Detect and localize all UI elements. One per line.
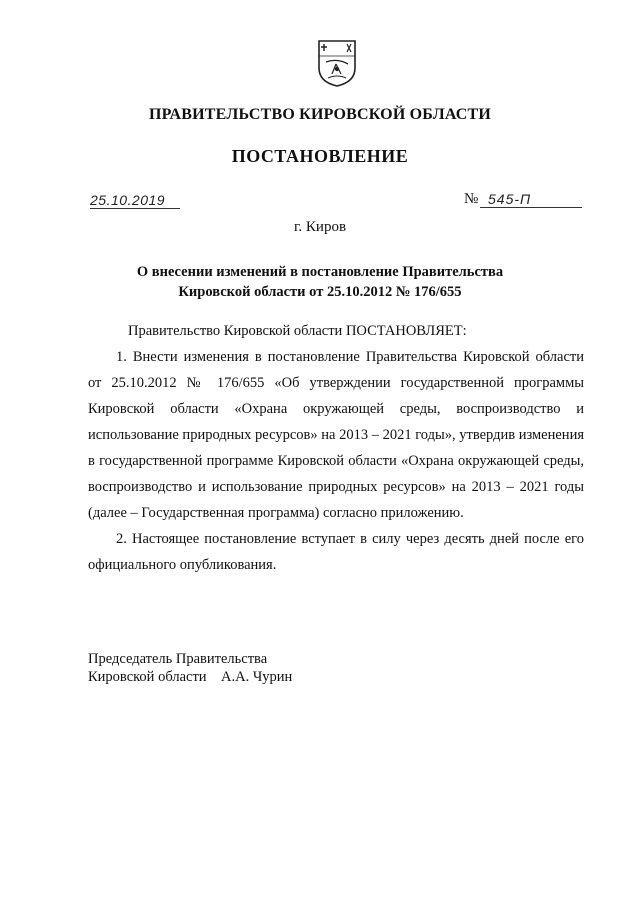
document-body — [88, 318, 584, 578]
city: г. Киров — [293, 219, 347, 235]
number-field — [464, 188, 582, 208]
signature-block — [88, 650, 292, 686]
document-date: 25.10.2019 — [90, 192, 166, 208]
signer-name: А.А. Чурин — [221, 669, 293, 685]
signer-line-2 — [88, 668, 292, 686]
date-field — [90, 188, 180, 209]
item-2-paragraph: 2. Настоящее постановление вступает в силу через десять дней после его официального опубликования. — [88, 531, 584, 573]
signer-title-line-1: Председатель Правительства — [88, 651, 268, 667]
intro-paragraph: Правительство Кировской области ПОСТАНОВЛЯЕТ: — [128, 323, 467, 339]
document-number: 545-П — [488, 191, 532, 207]
document-type: ПОСТАНОВЛЕНИЕ — [231, 146, 409, 166]
item-1-paragraph: 1. Внести изменения в постановление Правительства Кировской области от 25.10.2012 № 176/655 «Об утверждении государственной программы Кировской области «Охрана окружающей среды, воспроизводство и использование природных ресурсов» на 2013 – 2021 годы», утвердив изменения в государственной программе Кировской области «Охрана окружающей среды, воспроизводство и использование природных ресурсов» на 2013 – 2021 годы (далее – Государственная программа) согласно приложению. — [88, 349, 584, 521]
subject-line-1: О внесении изменений в постановление Правительства — [136, 264, 504, 280]
organization-name: ПРАВИТЕЛЬСТВО КИРОВСКОЙ ОБЛАСТИ — [148, 106, 492, 123]
subject-line-2: Кировской области от 25.10.2012 № 176/655 — [178, 284, 462, 300]
kirov-coat-of-arms-icon — [316, 38, 358, 88]
signer-title-line-2: Кировской области — [88, 669, 207, 685]
number-underline — [480, 187, 582, 208]
number-sign: № — [464, 191, 479, 207]
